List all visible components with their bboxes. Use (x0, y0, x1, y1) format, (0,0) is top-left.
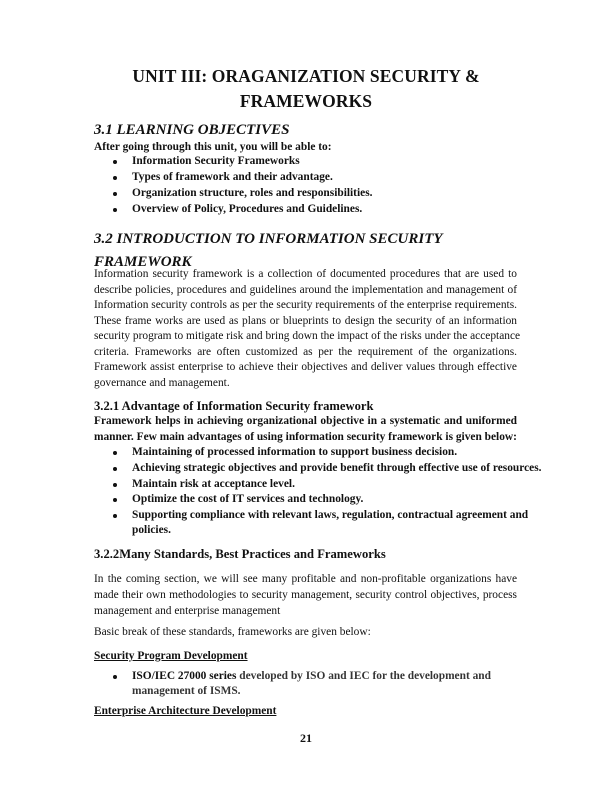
bullet-icon (113, 192, 117, 196)
list-item-text: Overview of Policy, Procedures and Guidelines. (132, 203, 363, 215)
list-item-text (132, 669, 491, 684)
bullet-icon (113, 514, 117, 518)
iso-series-description: developed by ISO and IEC for the development and (236, 670, 491, 682)
paragraph-line: made their own methodologies to security management, security control objectives, process (94, 589, 517, 601)
list-item-text: Organization structure, roles and responsibilities. (132, 187, 373, 199)
list-item-text: Types of framework and their advantage. (132, 171, 333, 183)
list-item-text: Achieving strategic objectives and provide benefit through effective use of resources. (132, 462, 542, 474)
paragraph-line: manner. Few main advantages of using information security framework is given below: (94, 431, 517, 443)
bullet-icon (113, 176, 117, 180)
paragraph-line: criteria. Frameworks are often customized as per the requirement of the organizations. (94, 345, 517, 358)
paragraph-line: describe policies, procedures and guidelines around the implementation and management of (94, 283, 517, 296)
paragraph-line: Framework assist enterprise to achieve their objectives and deliver values through effective (94, 361, 517, 373)
bullet-icon (113, 498, 117, 502)
paragraph-line: security program to mitigate risk and bring down the impact of the risks under the acceptance (94, 330, 521, 342)
bullet-icon (113, 483, 117, 487)
section-heading-3-2-line-1: 3.2 INTRODUCTION TO INFORMATION SECURITY (94, 231, 443, 247)
section-heading-3-1: 3.1 LEARNING OBJECTIVES (94, 122, 290, 138)
paragraph-line: In the coming section, we will see many profitable and non-profitable organizations have (94, 573, 517, 585)
list-item-continuation: policies. (132, 524, 171, 536)
paragraph-line: governance and management. (94, 376, 230, 389)
list-item-continuation: management of ISMS. (132, 685, 241, 697)
list-item-text: Maintain risk at acceptance level. (132, 478, 295, 490)
bullet-icon (113, 467, 117, 471)
unit-title-line-1: UNIT III: ORAGANIZATION SECURITY & (132, 66, 480, 86)
unit-title-line-2: FRAMEWORKS (239, 91, 373, 111)
objectives-intro: After going through this unit, you will be able to: (94, 141, 332, 153)
section-heading-3-2-2: 3.2.2Many Standards, Best Practices and Frameworks (94, 547, 386, 561)
paragraph-line: Information security controls as per the security requirements of the enterprise requirements. (94, 299, 517, 311)
bullet-icon (113, 675, 117, 679)
bullet-icon (113, 160, 117, 164)
section-heading-3-2-1: 3.2.1 Advantage of Information Security framework (94, 399, 374, 413)
iso-series-label: ISO/IEC 27000 series (132, 670, 237, 682)
subheading-security-program-development: Security Program Development (94, 650, 248, 662)
section-heading-3-2-line-2: FRAMEWORK (94, 254, 192, 270)
paragraph-line: management and enterprise management (94, 605, 281, 617)
list-item-text: Optimize the cost of IT services and technology. (132, 493, 364, 505)
page-number: 21 (300, 731, 312, 745)
paragraph-line: Information security framework is a collection of documented procedures that are used to (94, 268, 517, 280)
list-item-text: Maintaining of processed information to support business decision. (132, 446, 458, 458)
list-item-text: Supporting compliance with relevant laws, regulation, contractual agreement and (132, 509, 529, 521)
bullet-icon (113, 208, 117, 212)
paragraph-line: These frame works are used as plans or blueprints to design the security of an information (94, 314, 517, 327)
paragraph-line: Framework helps in achieving organizational objective in a systematic and uniformed (94, 415, 517, 427)
list-item-text: Information Security Frameworks (132, 155, 300, 167)
bullet-icon (113, 451, 117, 455)
subheading-enterprise-architecture-development: Enterprise Architecture Development (94, 705, 277, 717)
basic-break-text: Basic break of these standards, frameworks are given below: (94, 626, 371, 638)
